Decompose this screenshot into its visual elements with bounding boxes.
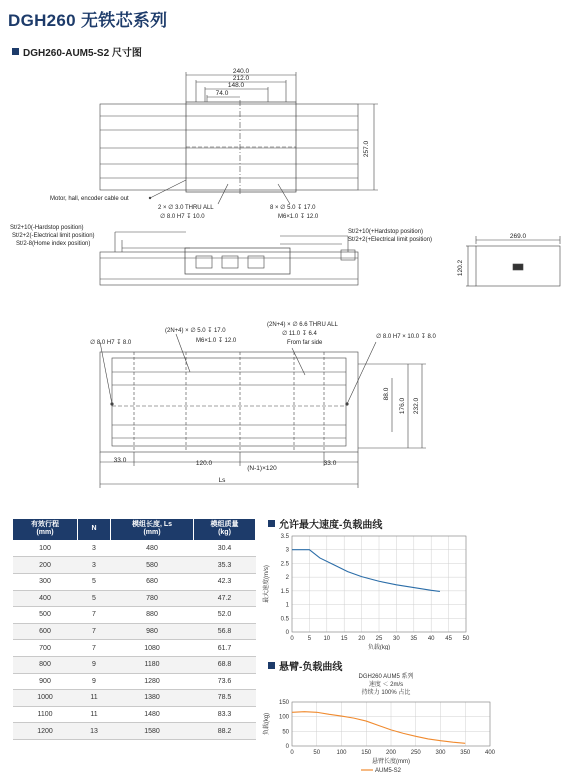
note-left-home: St/2-8(Home index position) bbox=[16, 241, 91, 247]
note-bottom-right-1: (2N+4) × ∅ 6.6 THRU ALL bbox=[267, 322, 338, 328]
chart2-title: 悬臂-负载曲线 bbox=[279, 662, 343, 673]
table-cell: 11 bbox=[78, 706, 111, 723]
x-tick-label: 50 bbox=[313, 750, 321, 756]
x-tick-label: 15 bbox=[340, 636, 348, 642]
table-cell: 1100 bbox=[13, 706, 78, 723]
x-axis-label: 悬臂长度(mm) bbox=[372, 759, 410, 765]
dim-33-left: 33.0 bbox=[113, 457, 127, 464]
dim-74: 74.0 bbox=[215, 90, 229, 97]
dim-ls: Ls bbox=[218, 477, 226, 484]
table-row bbox=[13, 557, 256, 574]
table-cell: 680 bbox=[111, 573, 194, 590]
x-tick-label: 45 bbox=[445, 636, 452, 642]
table-row bbox=[13, 590, 256, 607]
square-bullet-icon bbox=[268, 520, 275, 527]
note-taps-1: 8 × ∅ 5.0 ↧ 17.0 bbox=[270, 205, 316, 211]
x-axis-label: 负载(kg) bbox=[367, 645, 391, 650]
table-row bbox=[13, 673, 256, 690]
table-row bbox=[13, 573, 256, 590]
y-tick-label: 50 bbox=[282, 729, 289, 736]
x-tick-label: 40 bbox=[427, 636, 435, 642]
dim-33-right: 33.0 bbox=[323, 460, 337, 467]
x-tick-label: 150 bbox=[361, 750, 372, 756]
table-row bbox=[13, 690, 256, 707]
bottom-view-outline bbox=[100, 352, 358, 452]
table-cell: 600 bbox=[13, 623, 78, 640]
table-cell: 300 bbox=[13, 573, 78, 590]
table-cell: 1200 bbox=[13, 723, 78, 740]
spec-table-wrap bbox=[12, 518, 256, 740]
note-bottom-right-2: ∅ 11.0 ↧ 6.4 bbox=[282, 331, 317, 337]
dim-120: 120.0 bbox=[195, 460, 213, 467]
table-cell: 100 bbox=[13, 540, 78, 557]
table-cell: 68.8 bbox=[194, 656, 256, 673]
table-cell: 700 bbox=[13, 640, 78, 657]
header-n: N bbox=[78, 519, 111, 541]
x-tick-label: 0 bbox=[290, 636, 294, 642]
note-motor-cable: Motor, hall, encoder cable out bbox=[50, 196, 129, 202]
table-cell: 61.7 bbox=[194, 640, 256, 657]
table-cell: 42.3 bbox=[194, 573, 256, 590]
table-cell: 400 bbox=[13, 590, 78, 607]
y-tick-label: 2 bbox=[285, 575, 289, 582]
note-right-hardstop: St/2+10(+Hardstop position) bbox=[348, 229, 424, 235]
speed-load-chart bbox=[260, 528, 475, 650]
chart-subtitle: DGH260 AUM5 系列 bbox=[358, 674, 414, 680]
table-cell: 5 bbox=[78, 573, 111, 590]
header-mass: 模组质量 (kg) bbox=[194, 519, 256, 541]
table-cell: 13 bbox=[78, 723, 111, 740]
table-cell: 1380 bbox=[111, 690, 194, 707]
y-axis-label: 最大速度(m/s) bbox=[264, 565, 270, 603]
table-header-row bbox=[13, 519, 256, 541]
table-cell: 7 bbox=[78, 640, 111, 657]
x-tick-label: 10 bbox=[323, 636, 331, 642]
y-tick-label: 0 bbox=[285, 630, 289, 636]
table-cell: 83.3 bbox=[194, 706, 256, 723]
table-cell: 9 bbox=[78, 656, 111, 673]
y-tick-label: 0 bbox=[285, 744, 289, 750]
x-tick-label: 300 bbox=[435, 750, 446, 756]
x-tick-label: 400 bbox=[484, 750, 496, 756]
table-cell: 1580 bbox=[111, 723, 194, 740]
table-cell: 7 bbox=[78, 623, 111, 640]
table-row bbox=[13, 540, 256, 557]
dim-269: 269.0 bbox=[509, 233, 527, 240]
note-bottom-left-pin: ∅ 8.0 H7 ↧ 8.0 bbox=[90, 340, 132, 346]
spec-table bbox=[12, 518, 256, 740]
legend-label: AUM5-S2 bbox=[375, 768, 402, 774]
note-left-electrical: St/2+2(-Electrical limit position) bbox=[12, 233, 95, 239]
table-cell: 1000 bbox=[13, 690, 78, 707]
table-row bbox=[13, 623, 256, 640]
x-tick-label: 250 bbox=[410, 750, 421, 756]
table-cell: 35.3 bbox=[194, 557, 256, 574]
note-bottom-mid-1: (2N+4) × ∅ 5.0 ↧ 17.0 bbox=[165, 328, 226, 334]
table-cell: 7 bbox=[78, 607, 111, 624]
table-cell: 78.5 bbox=[194, 690, 256, 707]
dim-148: 148.0 bbox=[227, 82, 245, 89]
dim-176: 176.0 bbox=[399, 397, 406, 415]
x-tick-label: 350 bbox=[460, 750, 471, 756]
x-tick-label: 200 bbox=[385, 750, 397, 756]
y-tick-label: 100 bbox=[278, 714, 289, 721]
dim-88: 88.0 bbox=[383, 387, 390, 401]
table-cell: 900 bbox=[13, 673, 78, 690]
y-tick-label: 0.5 bbox=[280, 616, 289, 623]
table-cell: 1280 bbox=[111, 673, 194, 690]
x-tick-label: 30 bbox=[393, 636, 400, 642]
note-thru-2: ∅ 8.0 H7 ↧ 10.0 bbox=[160, 214, 205, 220]
note-right-electrical: St/2+2(+Electrical limit position) bbox=[348, 237, 433, 243]
dim-232: 232.0 bbox=[413, 397, 420, 415]
note-thru-1: 2 × ∅ 3.0 THRU ALL bbox=[158, 205, 214, 211]
x-tick-label: 25 bbox=[375, 636, 383, 642]
x-tick-label: 20 bbox=[358, 636, 365, 642]
table-row bbox=[13, 723, 256, 740]
chart-subtitle: 速度 ＜ 2m/s bbox=[368, 682, 404, 688]
x-tick-label: 0 bbox=[290, 750, 294, 756]
dim-212: 212.0 bbox=[232, 75, 250, 82]
y-tick-label: 3.5 bbox=[280, 534, 289, 540]
note-bottom-mid-2: M6×1.0 ↧ 12.0 bbox=[196, 338, 237, 344]
note-bottom-right-3: From far side bbox=[287, 340, 323, 346]
note-taps-2: M6×1.0 ↧ 12.0 bbox=[278, 214, 319, 220]
table-cell: 200 bbox=[13, 557, 78, 574]
y-tick-label: 3 bbox=[285, 547, 289, 554]
table-cell: 47.2 bbox=[194, 590, 256, 607]
drawing-heading-text: DGH260-AUM5-S2 尺寸图 bbox=[23, 48, 142, 59]
x-tick-label: 35 bbox=[410, 636, 418, 642]
series-line bbox=[292, 550, 440, 592]
y-tick-label: 1 bbox=[285, 602, 289, 609]
table-cell: 30.4 bbox=[194, 540, 256, 557]
table-cell: 500 bbox=[13, 607, 78, 624]
note-left-hardstop: St/2+10(-Hardstop position) bbox=[10, 225, 84, 231]
table-cell: 5 bbox=[78, 590, 111, 607]
chart1-title: 允许最大速度-负载曲线 bbox=[279, 520, 383, 531]
header-stroke: 有效行程 (mm) bbox=[13, 519, 78, 541]
y-axis-label: 负载(kg) bbox=[264, 712, 270, 736]
table-cell: 780 bbox=[111, 590, 194, 607]
table-cell: 56.8 bbox=[194, 623, 256, 640]
page-title: DGH260 无铁芯系列 bbox=[8, 11, 168, 30]
table-row bbox=[13, 640, 256, 657]
table-row bbox=[13, 706, 256, 723]
x-tick-label: 5 bbox=[307, 636, 312, 642]
table-cell: 9 bbox=[78, 673, 111, 690]
x-tick-label: 50 bbox=[462, 636, 470, 642]
dim-120-2: 120.2 bbox=[457, 259, 464, 277]
table-cell: 980 bbox=[111, 623, 194, 640]
dim-257: 257.0 bbox=[363, 140, 370, 158]
table-cell: 580 bbox=[111, 557, 194, 574]
table-row bbox=[13, 656, 256, 673]
table-cell: 1080 bbox=[111, 640, 194, 657]
table-cell: 3 bbox=[78, 557, 111, 574]
x-tick-label: 100 bbox=[336, 750, 347, 756]
dim-240: 240.0 bbox=[232, 68, 250, 75]
table-cell: 1180 bbox=[111, 656, 194, 673]
table-cell: 11 bbox=[78, 690, 111, 707]
table-cell: 3 bbox=[78, 540, 111, 557]
y-tick-label: 1.5 bbox=[280, 588, 289, 595]
table-cell: 52.0 bbox=[194, 607, 256, 624]
table-cell: 1480 bbox=[111, 706, 194, 723]
header-length: 模组长度, Ls (mm) bbox=[111, 519, 194, 541]
table-row bbox=[13, 607, 256, 624]
y-tick-label: 150 bbox=[278, 700, 289, 706]
table-cell: 73.6 bbox=[194, 673, 256, 690]
chart-subtitle: 持续力 100% 占比 bbox=[361, 690, 411, 696]
table-cell: 480 bbox=[111, 540, 194, 557]
table-cell: 88.2 bbox=[194, 723, 256, 740]
table-cell: 880 bbox=[111, 607, 194, 624]
y-tick-label: 2.5 bbox=[280, 561, 289, 568]
note-bottom-right-pin: ∅ 8.0 H7 × 10.0 ↧ 8.0 bbox=[376, 334, 436, 340]
dim-n-minus-1: (N-1)×120 bbox=[247, 465, 277, 472]
table-cell: 800 bbox=[13, 656, 78, 673]
side-view-outline bbox=[100, 252, 358, 285]
cantilever-load-chart bbox=[260, 668, 500, 778]
